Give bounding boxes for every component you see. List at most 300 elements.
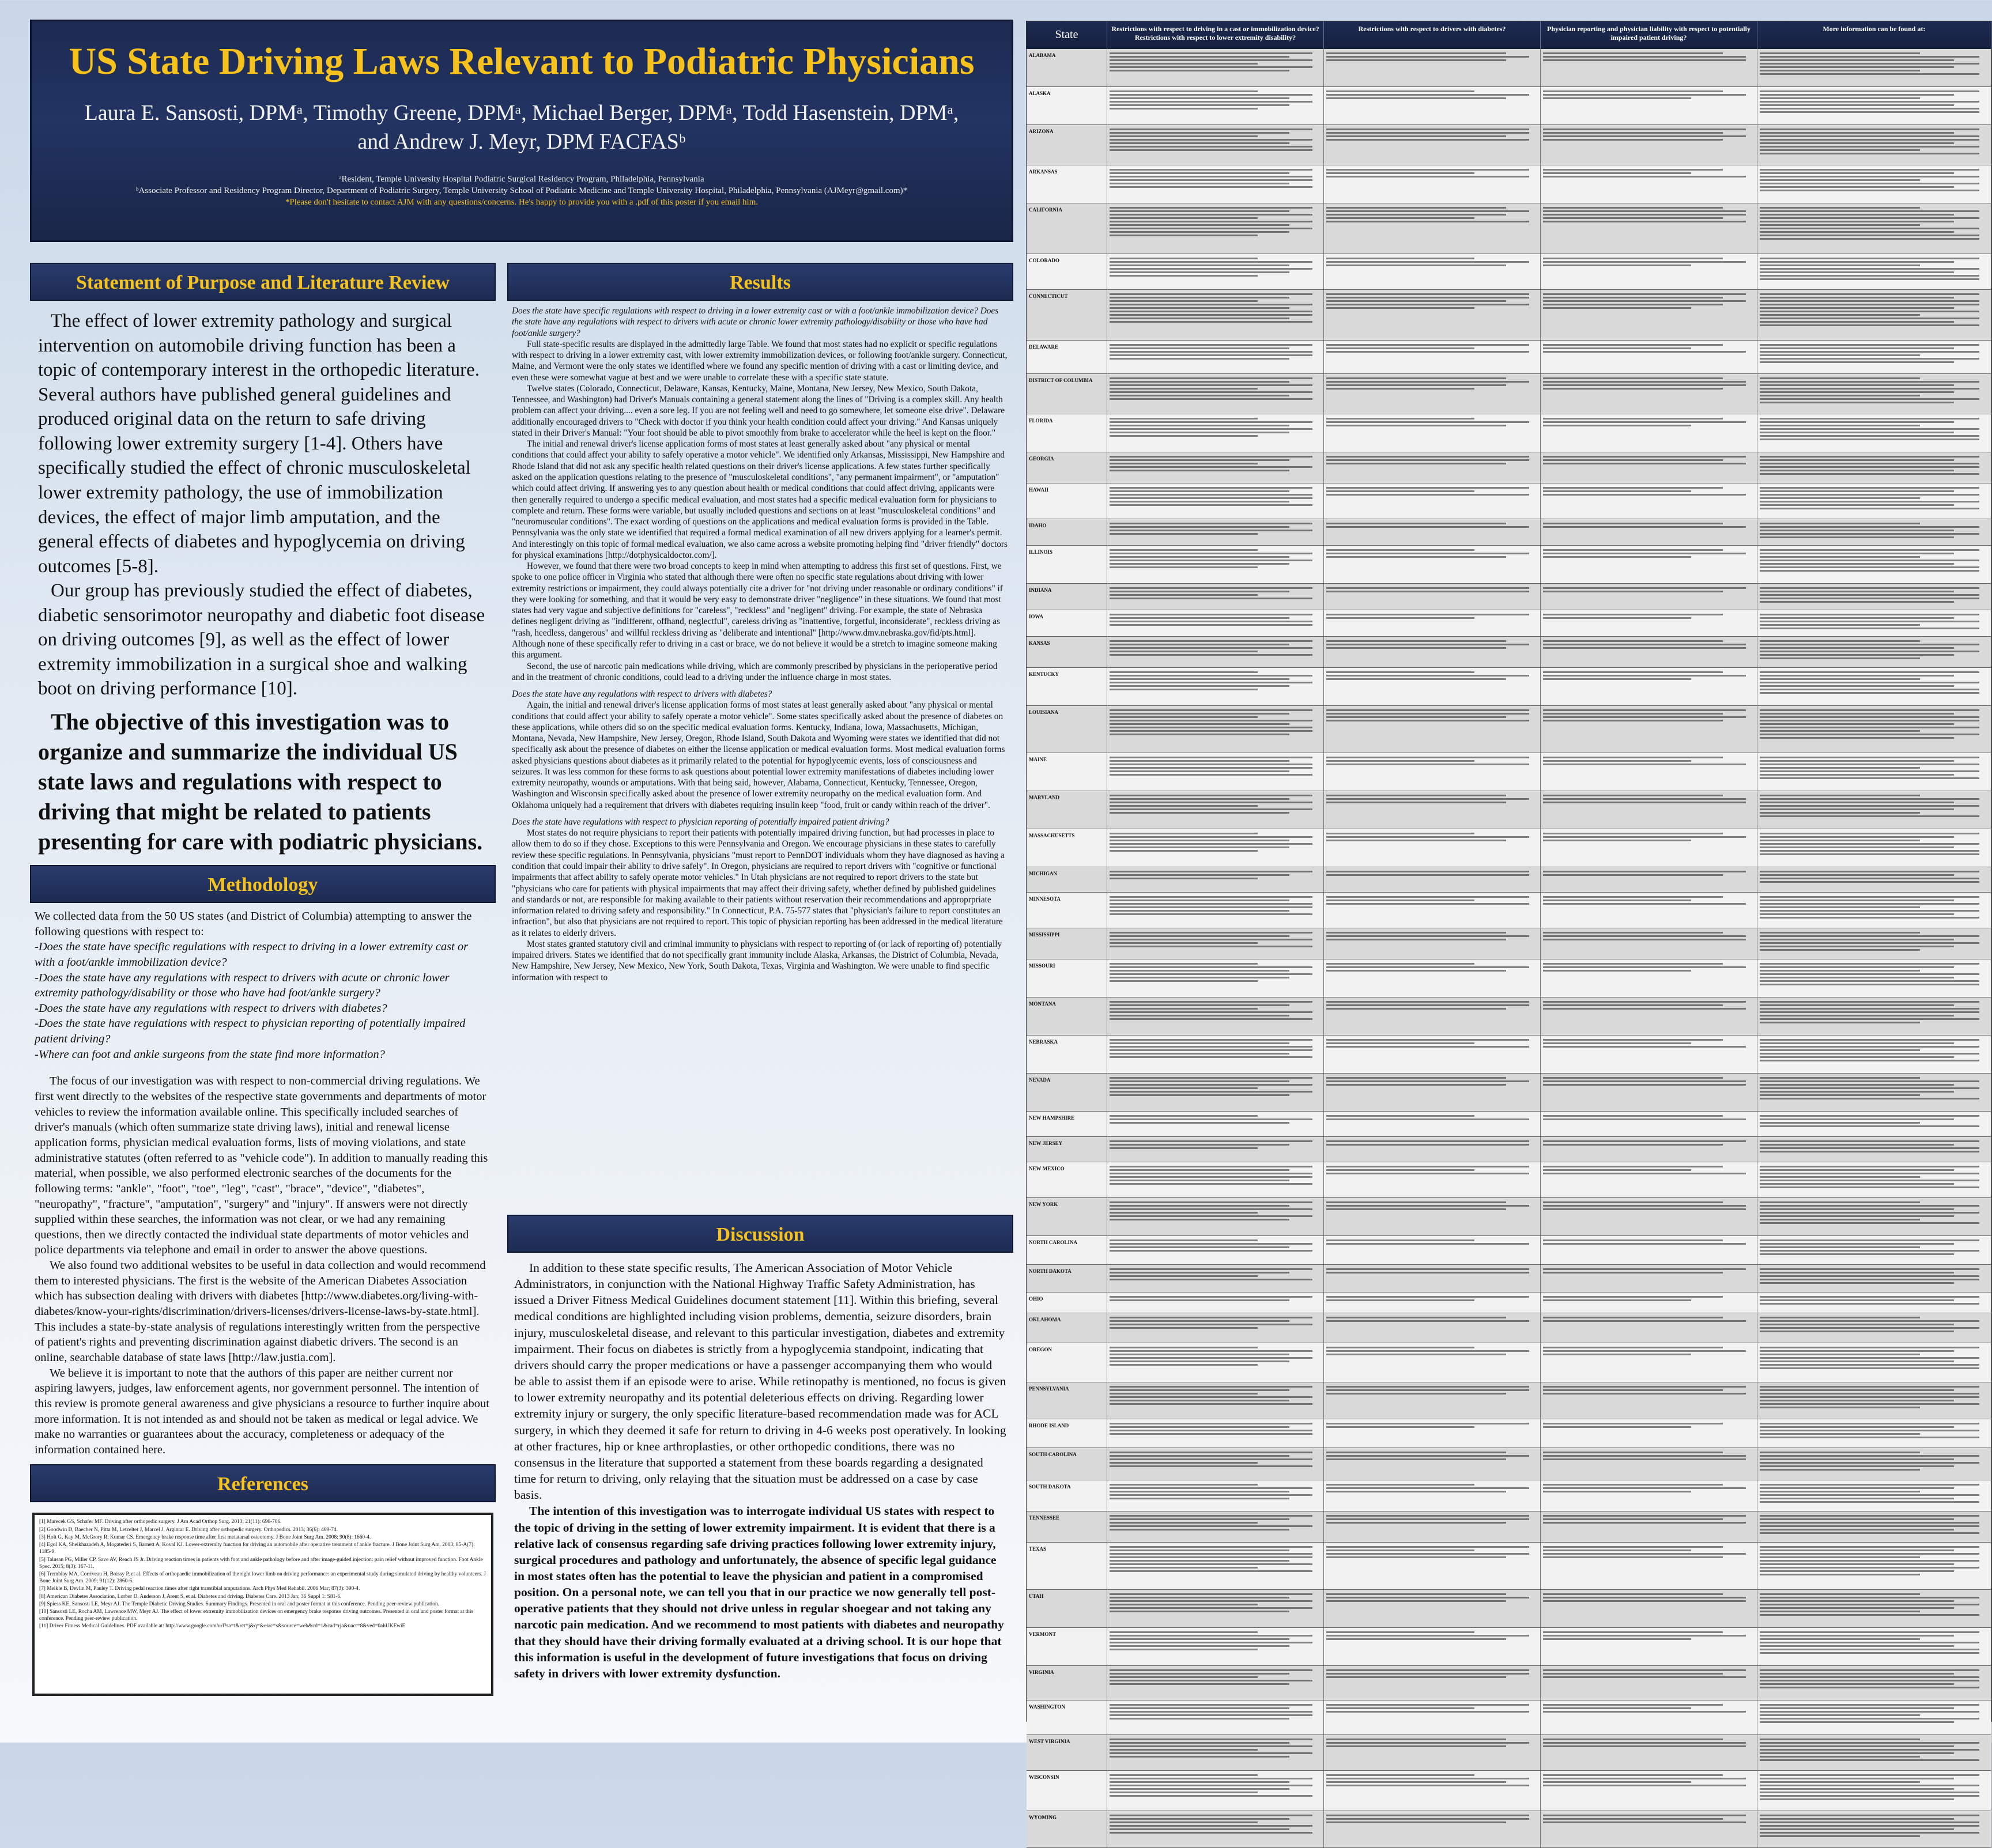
table-cell xyxy=(1107,254,1324,289)
table-cell xyxy=(1324,1735,1541,1770)
table-cell xyxy=(1541,1666,1757,1700)
table-row xyxy=(1027,452,1991,483)
table-cell xyxy=(1107,546,1324,583)
methods-paragraph-3: We believe it is important to note that the authors of this paper are neither current nor aspiring lawyers, judges, law enforcement agents, nor government personnel. The intention of this review is promote general awareness and give physicians a resource to further inquire about more information. It is not intended as and should not be taken as medical or legal advice. We make no warranties or guarantees about the accuracy, completeness or adequacy of the information contained here. xyxy=(35,1366,489,1456)
table-cell xyxy=(1324,1074,1541,1111)
table-cell xyxy=(1757,867,1991,892)
table-cell xyxy=(1324,1771,1541,1811)
table-cell xyxy=(1757,1590,1991,1627)
table-cell xyxy=(1324,1137,1541,1162)
table-cell xyxy=(1324,706,1541,753)
state-name-cell: VERMONT xyxy=(1027,1628,1107,1665)
results-question-3: Does the state have regulations with respect to physician reporting of potentially impaired patient driving? xyxy=(512,817,889,827)
table-cell xyxy=(1107,1590,1324,1627)
table-cell xyxy=(1324,254,1541,289)
table-cell xyxy=(1541,706,1757,753)
table-cell xyxy=(1324,374,1541,414)
table-cell xyxy=(1324,1448,1541,1480)
state-name-cell: PENNSYLVANIA xyxy=(1027,1382,1107,1419)
table-cell xyxy=(1107,1511,1324,1542)
state-name-cell: MISSISSIPPI xyxy=(1027,928,1107,959)
table-row xyxy=(1027,1293,1991,1313)
table-row xyxy=(1027,928,1991,959)
table-cell xyxy=(1541,452,1757,483)
table-cell xyxy=(1324,668,1541,705)
table-cell xyxy=(1107,706,1324,753)
table-cell xyxy=(1541,1236,1757,1264)
table-cell xyxy=(1757,668,1991,705)
reference-list xyxy=(32,1513,493,1696)
state-name-cell: WASHINGTON xyxy=(1027,1700,1107,1734)
state-name-cell: KENTUCKY xyxy=(1027,668,1107,705)
table-row xyxy=(1027,165,1991,203)
table-cell xyxy=(1107,1198,1324,1235)
table-cell xyxy=(1541,1543,1757,1589)
objective-statement: The objective of this investigation was to organize and summarize the individual US state laws and regulations with respect to driving that might be related to patients presenting for care with podiatric physicians. xyxy=(38,709,483,855)
table-row xyxy=(1027,959,1991,997)
table-cell xyxy=(1541,1771,1757,1811)
table-cell xyxy=(1107,1480,1324,1511)
table-cell xyxy=(1107,1666,1324,1700)
affiliation-a: ᵃResident, Temple University Hospital Podiatric Surgical Residency Program, Philadelphia, Pennsylvania xyxy=(339,174,704,184)
results-paragraph: However, we found that there were two broad concepts to keep in mind when attempting to address this first set of questions. First, we spoke to one police officer in Virginia who stated that although there were often no specific state regulations about driving with lower extremity restrictions or impairment, they could always potentially cite a driver for "not driving under reasonable or ordinary conditions" if they were looking for something, and that it would be very easy to demonstrate driver "negligence" in these situations. We found that most states had very vague and subjective definitions for "careless", "reckless" and "negligent" driving. For example, the state of Nebraska defines negligent driving as "indifferent, offhand, neglectful", careless driving as "inattentive, forgetful, inconsiderate", reckless driving as "rash, heedless, dangerous" and willful reckless driving as "deliberate and intentional" [http://www.dmv.nebraska.gov/fid/pts.html]. Although none of these specifically refer to driving in a cast or brace, we do not believe it would be a stretch to imagine someone making this argument. xyxy=(512,561,1003,660)
results-question-2: Does the state have any regulations with respect to drivers with diabetes? xyxy=(512,689,772,700)
table-row xyxy=(1027,668,1991,706)
table-row xyxy=(1027,374,1991,414)
results-paragraph: Second, the use of narcotic pain medications while driving, which are commonly prescribed by physicians in the perioperative period and in the treatment of chronic conditions, could lead to a driving under the influence charge in most states. xyxy=(512,661,998,682)
table-cell xyxy=(1757,1236,1991,1264)
table-body xyxy=(1027,49,1991,1848)
table-cell xyxy=(1541,1590,1757,1627)
table-cell xyxy=(1541,1511,1757,1542)
table-cell xyxy=(1757,829,1991,867)
table-cell xyxy=(1107,928,1324,959)
table-cell xyxy=(1757,1293,1991,1313)
table-cell xyxy=(1107,1112,1324,1136)
table-cell xyxy=(1324,414,1541,452)
table-row xyxy=(1027,1811,1991,1848)
state-name-cell: OKLAHOMA xyxy=(1027,1313,1107,1343)
table-header-cast: Restrictions with respect to driving in a cast or immobilization device? Restrictions with respect to lower extremity disability? xyxy=(1107,21,1324,49)
table-cell xyxy=(1541,374,1757,414)
state-name-cell: INDIANA xyxy=(1027,584,1107,610)
left-column xyxy=(30,263,496,1696)
table-cell xyxy=(1107,1313,1324,1343)
table-cell xyxy=(1324,867,1541,892)
table-cell xyxy=(1107,1293,1324,1313)
table-row xyxy=(1027,829,1991,867)
table-cell xyxy=(1107,165,1324,203)
table-cell xyxy=(1541,1811,1757,1847)
discussion-heading: Discussion xyxy=(507,1215,1013,1253)
table-cell xyxy=(1324,1628,1541,1665)
state-name-cell: ALABAMA xyxy=(1027,49,1107,86)
reference-item: [10] Sansosti LE, Rocha AM, Lawrence MW, Meyr AJ. The effect of lower extremity immobilization devices on emergency brake response driving outcomes. Presented in oral and poster format at this conference. Pending peer-review publication. xyxy=(39,1609,474,1622)
table-row xyxy=(1027,1112,1991,1137)
table-cell xyxy=(1324,1700,1541,1734)
state-name-cell: MICHIGAN xyxy=(1027,867,1107,892)
table-cell xyxy=(1541,1036,1757,1073)
state-name-cell: MONTANA xyxy=(1027,997,1107,1035)
table-cell xyxy=(1324,1343,1541,1382)
table-cell xyxy=(1324,584,1541,610)
state-name-cell: OHIO xyxy=(1027,1293,1107,1313)
table-cell xyxy=(1107,374,1324,414)
state-name-cell: SOUTH DAKOTA xyxy=(1027,1480,1107,1511)
table-cell xyxy=(1757,1162,1991,1197)
table-cell xyxy=(1541,165,1757,203)
table-cell xyxy=(1324,1511,1541,1542)
table-cell xyxy=(1107,125,1324,165)
table-cell xyxy=(1107,584,1324,610)
table-row xyxy=(1027,125,1991,165)
state-law-table xyxy=(1026,21,1992,1820)
table-cell xyxy=(1324,165,1541,203)
table-cell xyxy=(1107,1162,1324,1197)
table-cell xyxy=(1541,414,1757,452)
reference-item: [2] Goodwin D, Baecher N, Pitta M, Letzelter J, Marcel J, Argintar E. Driving after orthopedic surgery. Orthopedics. 2013; 36(6): 469-74. xyxy=(39,1526,338,1533)
methods-heading: Methodology xyxy=(30,865,496,903)
table-cell xyxy=(1324,483,1541,519)
state-name-cell: NEW MEXICO xyxy=(1027,1162,1107,1197)
table-row xyxy=(1027,1666,1991,1700)
table-cell xyxy=(1757,753,1991,791)
state-name-cell: MARYLAND xyxy=(1027,791,1107,829)
state-name-cell: KANSAS xyxy=(1027,637,1107,667)
table-cell xyxy=(1107,1771,1324,1811)
table-row xyxy=(1027,1343,1991,1382)
state-name-cell: SOUTH CAROLINA xyxy=(1027,1448,1107,1480)
table-row xyxy=(1027,1419,1991,1448)
state-name-cell: NEW YORK xyxy=(1027,1198,1107,1235)
state-name-cell: IDAHO xyxy=(1027,519,1107,545)
table-cell xyxy=(1107,290,1324,340)
reference-item: [1] Marecek GS, Schafer MF. Driving after orthopedic surgery. J Am Acad Orthop Surg. 2013; 21(11): 696-706. xyxy=(39,1519,282,1525)
table-cell xyxy=(1324,928,1541,959)
table-cell xyxy=(1324,1236,1541,1264)
reference-item: [7] Meikle B, Devlin M, Pauley T. Driving pedal reaction times after right transtibial amputations. Arch Phys Med Rehabil. 2006 Mar; 87(3): 390-4. xyxy=(39,1586,360,1592)
table-cell xyxy=(1757,1036,1991,1073)
table-cell xyxy=(1541,1628,1757,1665)
state-name-cell: DISTRICT OF COLUMBIA xyxy=(1027,374,1107,414)
state-name-cell: ARKANSAS xyxy=(1027,165,1107,203)
table-cell xyxy=(1324,203,1541,254)
table-cell xyxy=(1324,1112,1541,1136)
table-cell xyxy=(1541,87,1757,124)
reference-item: [11] Driver Fitness Medical Guidelines. PDF available at: http://www.google.com/url?sa=t&rct=j&q=&esrc=s&source=web&cd=1&cad=rja&uact=8&ved=0ahUKEwiE xyxy=(39,1623,406,1630)
table-cell xyxy=(1757,519,1991,545)
state-name-cell: MASSACHUSETTS xyxy=(1027,829,1107,867)
table-cell xyxy=(1541,1112,1757,1136)
table-cell xyxy=(1324,1811,1541,1847)
table-cell xyxy=(1541,1137,1757,1162)
table-cell xyxy=(1107,1448,1324,1480)
results-heading: Results xyxy=(507,263,1013,301)
table-cell xyxy=(1757,87,1991,124)
table-cell xyxy=(1757,893,1991,928)
table-cell xyxy=(1541,1198,1757,1235)
table-cell xyxy=(1757,203,1991,254)
state-name-cell: MISSOURI xyxy=(1027,959,1107,997)
table-cell xyxy=(1107,203,1324,254)
table-cell xyxy=(1541,49,1757,86)
table-row xyxy=(1027,753,1991,791)
table-cell xyxy=(1757,1480,1991,1511)
table-cell xyxy=(1324,87,1541,124)
table-cell xyxy=(1324,610,1541,636)
discussion-body xyxy=(507,1253,1013,1681)
table-row xyxy=(1027,290,1991,341)
table-row xyxy=(1027,1590,1991,1628)
table-cell xyxy=(1757,1419,1991,1448)
table-row xyxy=(1027,254,1991,290)
table-row xyxy=(1027,1628,1991,1666)
table-cell xyxy=(1541,997,1757,1035)
methods-question: -Does the state have any regulations with respect to drivers with acute or chronic lower extremity pathology/disability or those who have had foot/ankle surgery? xyxy=(35,971,450,1000)
table-cell xyxy=(1107,867,1324,892)
state-name-cell: LOUISIANA xyxy=(1027,706,1107,753)
table-cell xyxy=(1757,254,1991,289)
poster-title: US State Driving Laws Relevant to Podiatric Physicians xyxy=(69,40,975,82)
table-row xyxy=(1027,1543,1991,1590)
table-header-row xyxy=(1027,21,1991,49)
table-cell xyxy=(1757,414,1991,452)
state-name-cell: IOWA xyxy=(1027,610,1107,636)
table-cell xyxy=(1324,1543,1541,1589)
table-cell xyxy=(1107,1628,1324,1665)
table-cell xyxy=(1107,1074,1324,1111)
table-row xyxy=(1027,1480,1991,1511)
reference-item: [4] Egol KA, Sheikhazadeh A, Mogatederi S, Barnett A, Koval KJ. Lower-extremity function for driving an automobile after operative treatment of ankle fracture. J Bone Joint Surg Am. 2003; 85-A(7): 1185-9. xyxy=(39,1542,475,1555)
table-cell xyxy=(1541,1074,1757,1111)
table-cell xyxy=(1541,125,1757,165)
table-cell xyxy=(1541,1313,1757,1343)
table-cell xyxy=(1541,959,1757,997)
table-cell xyxy=(1324,1480,1541,1511)
table-header-diabetes: Restrictions with respect to drivers with diabetes? xyxy=(1324,21,1541,49)
table-row xyxy=(1027,519,1991,546)
table-cell xyxy=(1107,1419,1324,1448)
table-cell xyxy=(1757,1811,1991,1847)
table-cell xyxy=(1541,546,1757,583)
table-cell xyxy=(1107,414,1324,452)
reference-item: [6] Tremblay MA, Corriveau H, Boissy P, et al. Effects of orthopaedic immobilization of the right lower limb on driving performance: an experimental study during simulated driving by healthy volunteers. J Bone Joint Surg Am. 2009; 91(12): 2860-6. xyxy=(39,1571,486,1585)
table-cell xyxy=(1107,452,1324,483)
table-cell xyxy=(1107,1265,1324,1292)
methods-question: -Does the state have specific regulations with respect to driving in a lower extremity cast or with a foot/ankle immobilization device? xyxy=(35,940,469,969)
state-name-cell: GEORGIA xyxy=(1027,452,1107,483)
table-row xyxy=(1027,1313,1991,1343)
purpose-paragraph-2: Our group has previously studied the effect of diabetes, diabetic sensorimotor neuropathy and diabetic foot disease on driving outcomes [9], as well as the effect of lower extremity immobilization in a surgical shoe and walking boot on driving performance [10]. xyxy=(38,580,485,700)
table-row xyxy=(1027,546,1991,584)
purpose-heading: Statement of Purpose and Literature Review xyxy=(30,263,496,301)
state-name-cell: ILLINOIS xyxy=(1027,546,1107,583)
table-cell xyxy=(1541,1480,1757,1511)
state-name-cell: ALASKA xyxy=(1027,87,1107,124)
state-name-cell: WEST VIRGINIA xyxy=(1027,1735,1107,1770)
table-cell xyxy=(1757,1265,1991,1292)
state-name-cell: WISCONSIN xyxy=(1027,1771,1107,1811)
table-cell xyxy=(1107,1343,1324,1382)
results-paragraph: The initial and renewal driver's license application forms of most states at least generally asked about "any physical or mental conditions that could affect your ability to safely operative a motor vehicle". We identified only Arkansas, Mississippi, New Hampshire and Rhode Island that did not ask any specific health related questions on their driver's license applications. A few states further specifically asked on the application questions relating to the presence of "musculoskeletal conditions", "any permanent impairment", or "amputation" which could affect driving. If answering yes to any question about health or medical conditions that could affect driving, applicants were then generally required to undergo a specific medical evaluation, and most states had a specific medical evaluation form for physicians to complete and return. These forms were variable, but usually included questions and sections on at least "musculoskeletal conditions" and "neuromuscular conditions". The exact wording of questions on the applications and medical evaluation forms is provided in the Table. Pennsylvania was the only state we identified that required a formal medical examination of all new drivers applying for a learner's permit. And interestingly on this topic of formal medical evaluation, we also came across a website promoting helping find "driver friendly" doctors for physical examinations [http://dotphysicaldoctor.com/]. xyxy=(512,439,1008,560)
table-cell xyxy=(1107,1137,1324,1162)
table-cell xyxy=(1107,668,1324,705)
table-cell xyxy=(1107,637,1324,667)
table-cell xyxy=(1757,791,1991,829)
table-row xyxy=(1027,1735,1991,1771)
table-cell xyxy=(1541,584,1757,610)
state-name-cell: ARIZONA xyxy=(1027,125,1107,165)
table-cell xyxy=(1324,125,1541,165)
table-row xyxy=(1027,610,1991,637)
table-row xyxy=(1027,483,1991,519)
table-cell xyxy=(1541,1265,1757,1292)
table-cell xyxy=(1107,610,1324,636)
table-cell xyxy=(1757,165,1991,203)
table-cell xyxy=(1757,1628,1991,1665)
table-cell xyxy=(1757,610,1991,636)
table-cell xyxy=(1757,997,1991,1035)
table-cell xyxy=(1324,1265,1541,1292)
table-cell xyxy=(1324,997,1541,1035)
table-row xyxy=(1027,1137,1991,1162)
table-cell xyxy=(1107,1700,1324,1734)
discussion-paragraph-1: In addition to these state specific results, The American Association of Motor Vehicle Administrators, in conjunction with the National Highway Traffic Safety Administration, has issued a Driver Fitness Medical Guidelines document statement [11]. Within this briefing, several medical conditions are highlighted including vision problems, dementia, seizure disorders, brain injury, musculoskeletal disease, and relevant to this particular investigation, diabetes and extremity impairment. Their focus on diabetes is strictly from a hypoglycemia standpoint, indicating that drivers should carry the proper medications or have a passenger accompanying them who would be able to assist them if an episode were to arise. While retinopathy is mentioned, no focus is given to lower extremity neuropathy and its potential deleterious effects on driving. Regarding lower extremity injury or surgery, the only specific literature-based recommendation made was for ACL surgery, in which they deemed it safe for return to driving in 4-6 weeks post operatively. In looking at other fractures, hip or knee arthroplasties, or other orthopedic conditions, there was no consensus in the literature that supported a statement from these boards regarding a designated time for return to driving, only relaying that the situation must be addressed on a case by case basis. xyxy=(514,1261,1006,1502)
state-name-cell: UTAH xyxy=(1027,1590,1107,1627)
table-cell xyxy=(1757,1735,1991,1770)
table-cell xyxy=(1324,1293,1541,1313)
table-cell xyxy=(1324,49,1541,86)
table-row xyxy=(1027,706,1991,753)
table-cell xyxy=(1107,483,1324,519)
table-row xyxy=(1027,341,1991,374)
methods-question: -Does the state have regulations with respect to physician reporting of potentially impaired patient driving? xyxy=(35,1017,466,1046)
table-cell xyxy=(1324,1313,1541,1343)
table-cell xyxy=(1757,928,1991,959)
table-cell xyxy=(1541,1382,1757,1419)
table-cell xyxy=(1541,1293,1757,1313)
table-cell xyxy=(1324,893,1541,928)
state-name-cell: NEW HAMPSHIRE xyxy=(1027,1112,1107,1136)
table-cell xyxy=(1107,997,1324,1035)
table-cell xyxy=(1107,519,1324,545)
table-cell xyxy=(1324,829,1541,867)
table-row xyxy=(1027,1236,1991,1265)
table-cell xyxy=(1107,829,1324,867)
table-cell xyxy=(1541,928,1757,959)
state-name-cell: NEW JERSEY xyxy=(1027,1137,1107,1162)
table-cell xyxy=(1324,1036,1541,1073)
table-cell xyxy=(1757,546,1991,583)
author-list: Laura E. Sansosti, DPMᵃ, Timothy Greene, DPMᵃ, Michael Berger, DPMᵃ, Todd Hasenstein, DPMᵃ, and Andrew J. Meyr, DPM FACFASᵇ xyxy=(84,101,959,154)
table-cell xyxy=(1107,49,1324,86)
state-name-cell: TENNESSEE xyxy=(1027,1511,1107,1542)
state-name-cell: MAINE xyxy=(1027,753,1107,791)
methods-intro: We collected data from the 50 US states (and District of Columbia) attempting to answer the following questions with respect to: xyxy=(35,910,472,938)
table-cell xyxy=(1541,1700,1757,1734)
table-cell xyxy=(1757,1382,1991,1419)
table-cell xyxy=(1541,1735,1757,1770)
purpose-paragraph-1: The effect of lower extremity pathology and surgical intervention on automobile driving function has been a topic of contemporary interest in the orthopedic literature. Several authors have published general guidelines and produced original data on the return to safe driving following lower extremity surgery [1-4]. Others have specifically studied the effect of chronic musculoskeletal lower extremity pathology, the use of immobilization devices, the effect of major limb amputation, and the general effects of diabetes and hypoglycemia on driving outcomes [5-8]. xyxy=(38,311,480,577)
table-cell xyxy=(1757,1112,1991,1136)
table-cell xyxy=(1757,959,1991,997)
results-body xyxy=(507,301,1013,1209)
table-cell xyxy=(1107,87,1324,124)
results-paragraph: Most states granted statutory civil and criminal immunity to physicians with respect to reporting of (or lack of reporting of) potentially impaired drivers. States we identified that do not specifically grant immunity include Alaska, Arkansas, the District of Columbia, Nevada, New Hampshire, New Jersey, New Mexico, New York, South Dakota, Texas, Virginia and Washington. We were unable to find specific information with respect to xyxy=(512,939,1002,982)
middle-column xyxy=(507,263,1013,1681)
table-cell xyxy=(1541,1448,1757,1480)
table-cell xyxy=(1541,829,1757,867)
table-cell xyxy=(1757,584,1991,610)
table-cell xyxy=(1541,203,1757,254)
table-cell xyxy=(1324,519,1541,545)
table-cell xyxy=(1324,1198,1541,1235)
methods-body xyxy=(30,903,496,1457)
table-cell xyxy=(1324,753,1541,791)
table-cell xyxy=(1541,341,1757,373)
state-name-cell: COLORADO xyxy=(1027,254,1107,289)
table-cell xyxy=(1324,791,1541,829)
table-cell xyxy=(1757,1137,1991,1162)
table-cell xyxy=(1757,374,1991,414)
state-name-cell: NORTH CAROLINA xyxy=(1027,1236,1107,1264)
table-cell xyxy=(1541,519,1757,545)
table-cell xyxy=(1107,959,1324,997)
table-cell xyxy=(1541,1419,1757,1448)
table-cell xyxy=(1757,1543,1991,1589)
table-cell xyxy=(1757,341,1991,373)
contact-note: *Please don't hesitate to contact AJM with any questions/concerns. He's happy to provide you with a .pdf of this poster if you email him. xyxy=(285,198,759,207)
table-cell xyxy=(1107,1036,1324,1073)
state-name-cell: OREGON xyxy=(1027,1343,1107,1382)
reference-item: [9] Spiess KE, Sansosti LE, Meyr AJ. The Temple Diabetic Driving Studies. Summary Findings. Presented in oral and poster format at this conference. Pending peer-review publication. xyxy=(39,1601,439,1607)
table-row xyxy=(1027,49,1991,87)
results-paragraph: Most states do not require physicians to report their patients with potentially impaired driving function, but had processes in place to allow them to do so if they chose. Exceptions to this were Pennsylvania and Oregon. We encourage physicians in these states to carefully review these specific regulations. In Pennsylvania, physicians "must report to PennDOT individuals whom they have diagnosed as having a condition that could impair their ability to drive safely". In Oregon, physicians are required to report drivers with "cognitive or functional impairments that affect ability to safely operate motor vehicles." In Utah physicians are not required to report drivers to the state but "physicians who care for patients with physical impairments that may affect their driving safety, whether defined by published guidelines and standards or not, are responsible for making available to their patients without reservation their recommendations and approprpriate information related to driving safety and responsibility." In Connecticut, P.A. 75-577 states that "physician's failure to report constitutes an infraction", but also that physicians are not required to report. This topic of physician reporting has been addressed in the medical literature as it relates to elderly drivers. xyxy=(512,828,1005,938)
table-cell xyxy=(1757,1448,1991,1480)
state-name-cell: TEXAS xyxy=(1027,1543,1107,1589)
table-row xyxy=(1027,1265,1991,1293)
table-cell xyxy=(1541,867,1757,892)
table-row xyxy=(1027,997,1991,1036)
table-cell xyxy=(1324,959,1541,997)
table-row xyxy=(1027,867,1991,893)
table-row xyxy=(1027,203,1991,254)
table-cell xyxy=(1757,1511,1991,1542)
table-cell xyxy=(1324,546,1541,583)
table-cell xyxy=(1107,1236,1324,1264)
state-name-cell: MINNESOTA xyxy=(1027,893,1107,928)
table-cell xyxy=(1107,1382,1324,1419)
table-cell xyxy=(1541,483,1757,519)
reference-item: [8] American Diabetes Association, Lorber D, Anderson J, Arent S, et al. Diabetes and driving. Diabetes Care. 2013 Jan; 36 Suppl 1: S81-6. xyxy=(39,1593,342,1600)
table-cell xyxy=(1324,1162,1541,1197)
reference-item: [3] Holt G, Kay M, McGrory R, Kumar CS. Emergency brake response time after first metatarsal osteotomy. J Bone Joint Surg Am. 2008; 90(8): 1660-4. xyxy=(39,1534,371,1540)
table-cell xyxy=(1324,341,1541,373)
table-row xyxy=(1027,1771,1991,1811)
table-cell xyxy=(1324,1382,1541,1419)
state-name-cell: WYOMING xyxy=(1027,1811,1107,1847)
table-row xyxy=(1027,637,1991,668)
table-row xyxy=(1027,584,1991,610)
table-cell xyxy=(1757,49,1991,86)
table-cell xyxy=(1541,753,1757,791)
table-row xyxy=(1027,1036,1991,1074)
table-row xyxy=(1027,1700,1991,1735)
table-cell xyxy=(1757,1666,1991,1700)
state-name-cell: DELAWARE xyxy=(1027,341,1107,373)
table-cell xyxy=(1324,637,1541,667)
state-name-cell: FLORIDA xyxy=(1027,414,1107,452)
